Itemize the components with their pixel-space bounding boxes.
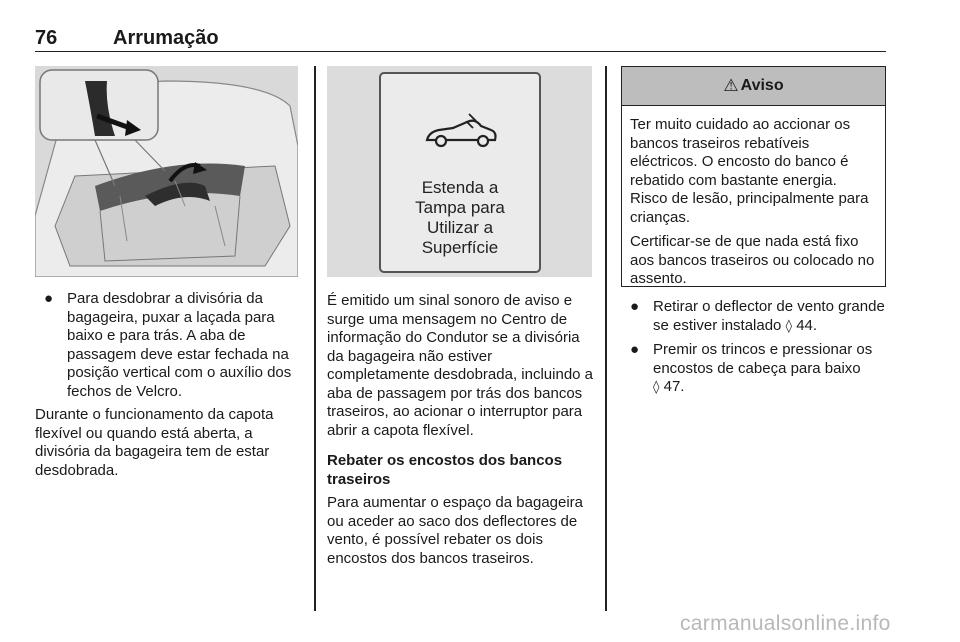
column-1 xyxy=(35,290,300,485)
column-divider-2 xyxy=(605,66,607,611)
list-item xyxy=(35,290,300,401)
cross-reference-icon: ◊ xyxy=(785,318,793,334)
page-number: 76 xyxy=(35,27,58,49)
bullet-text: Premir os trincos e pressionar os encostos de cabeça para baixo xyxy=(653,341,873,377)
convertible-car-icon xyxy=(423,112,499,152)
section-heading: Rebater os encostos dos bancos traseiros xyxy=(327,452,563,488)
body-paragraph: Para aumentar o espaço da bagageira ou aceder ao saco dos deflectores de vento, é possível rebater os dois encostos dos bancos traseiros. xyxy=(327,494,584,567)
display-panel xyxy=(379,72,541,273)
warning-paragraph: Ter muito cuidado ao accionar os bancos traseiros rebatíveis eléctricos. O encosto do banco é rebatido com bastante energia. Risco de lesão, principalmente para crianças. xyxy=(630,116,869,226)
trunk-drawing xyxy=(35,66,298,277)
column-3 xyxy=(621,298,889,403)
column-divider-1 xyxy=(314,66,316,611)
display-message-illustration xyxy=(327,66,592,277)
display-line: Tampa para xyxy=(415,198,505,217)
page-reference[interactable]: 47. xyxy=(663,378,685,395)
warning-paragraph: Certificar-se de que nada está fixo aos bancos traseiros ou colocado no assento. xyxy=(630,233,875,287)
bullet-text: Retirar o deflector de vento grande se estiver instalado xyxy=(653,298,885,334)
display-message xyxy=(381,178,539,258)
list-item xyxy=(621,341,889,398)
bullet-dot: ● xyxy=(630,298,640,315)
warning-box xyxy=(621,66,886,287)
bullet-dot: ● xyxy=(630,341,640,358)
list-item xyxy=(621,298,889,336)
body-paragraph: Durante o funcionamento da capota flexível ou quando está aberta, a divisória da bagageira tem de estar desdobrada. xyxy=(35,406,274,479)
watermark: carmanualsonline.info xyxy=(680,612,891,635)
cross-reference-icon: ◊ xyxy=(653,380,660,395)
page-header xyxy=(35,24,886,52)
display-line: Utilizar a xyxy=(426,218,494,237)
warning-title: Aviso xyxy=(740,77,784,94)
page-reference[interactable]: 44. xyxy=(796,316,818,334)
page-title: Arrumação xyxy=(113,27,219,49)
display-line: Estenda a xyxy=(421,178,499,197)
body-paragraph: É emitido um sinal sonoro de aviso e surge uma mensagem no Centro de informação do Condutor se a divisória da bagageira não estiver completamente desdobrada, incluindo a aba de passagem por trás dos bancos traseiros, ao acionar o interruptor para abrir a capota flexível. xyxy=(327,292,594,439)
display-line: Superfície xyxy=(421,238,499,257)
warning-header xyxy=(622,67,885,106)
column-2 xyxy=(327,292,595,573)
warning-triangle-icon: ⚠ xyxy=(723,76,739,96)
trunk-partition-illustration xyxy=(35,66,298,277)
bullet-dot: ● xyxy=(44,290,54,307)
bullet-text: Para desdobrar a divisória da bagageira, puxar a laçada para baixo e para trás. A aba de passagem deve estar fechada na posição vertical com o auxílio dos fechos de Velcro. xyxy=(67,290,292,400)
warning-body xyxy=(622,106,885,289)
